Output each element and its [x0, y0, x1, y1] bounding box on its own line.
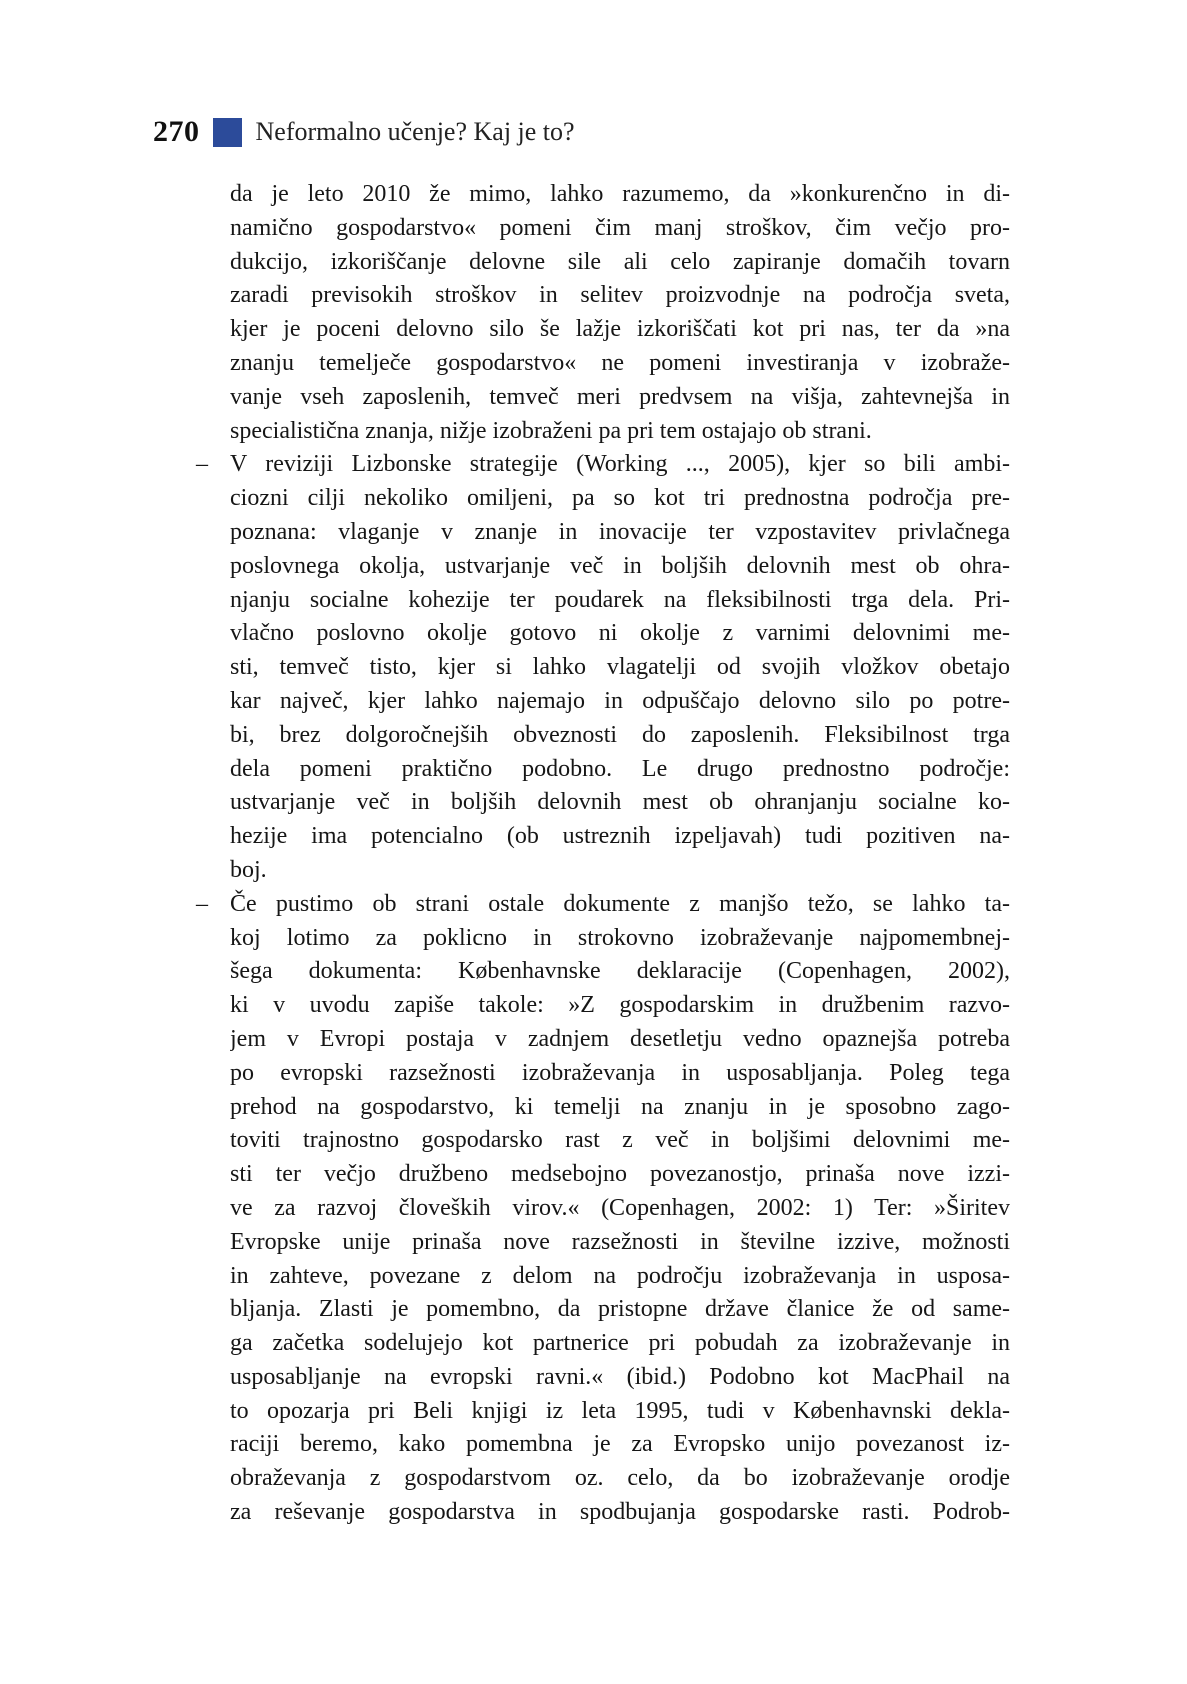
- text-line: poznana: vlaganje v znanje in inovacije ter vzpostavitev privlačnega: [230, 518, 1010, 545]
- text-line: V reviziji Lizbonske strategije (Working ..., 2005), kjer so bili ambi-: [230, 451, 1010, 478]
- text-line: raciji beremo, kako pomembna je za Evropsko unijo povezanost iz-: [230, 1431, 1010, 1458]
- text-line: ciozni cilji nekoliko omiljeni, pa so kot tri prednostna področja pre-: [230, 485, 1010, 512]
- text-line: po evropski razsežnosti izobraževanja in usposabljanja. Poleg tega: [230, 1059, 1010, 1086]
- text-line: specialistična znanja, nižje izobraženi pa pri tem ostajajo ob strani.: [230, 417, 872, 444]
- text-line: namično gospodarstvo« pomeni čim manj stroškov, čim večjo pro-: [230, 214, 1010, 241]
- text-line: vanje vseh zaposlenih, temveč meri predvsem na višja, zahtevnejša in: [230, 383, 1010, 410]
- list-item: [196, 888, 1010, 1530]
- text-line: ustvarjanje več in boljših delovnih mest ob ohranjanju socialne ko-: [230, 789, 1010, 816]
- text-line: njanju socialne kohezije ter poudarek na fleksibilnosti trga dela. Pri-: [230, 586, 1010, 613]
- text-line: kar največ, kjer lahko najemajo in odpuščajo delovno silo po potre-: [230, 687, 1010, 714]
- text-line: sti ter večjo družbeno medsebojno povezanostjo, prinaša nove izzi-: [230, 1161, 1010, 1188]
- text-line: za reševanje gospodarstva in spodbujanja gospodarske rasti. Podrob-: [230, 1499, 1010, 1526]
- chapter-marker-square: [213, 118, 242, 147]
- text-line: usposabljanje na evropski ravni.« (ibid.) Podobno kot MacPhail na: [230, 1363, 1010, 1390]
- list-item: [196, 448, 1010, 887]
- text-line: da je leto 2010 že mimo, lahko razumemo, da »konkurenčno in di-: [230, 181, 1010, 207]
- text-line: kjer je poceni delovno silo še lažje izkoriščati kot pri nas, ter da »na: [230, 316, 1010, 343]
- text-line: boj.: [230, 856, 267, 883]
- text-line: ve za razvoj človeških virov.« (Copenhagen, 2002: 1) Ter: »Širitev: [230, 1194, 1010, 1221]
- text-line: bljanja. Zlasti je pomembno, da pristopne države članice že od same-: [230, 1296, 1010, 1323]
- body-text-block: [196, 178, 1010, 1530]
- text-line: dukcijo, izkoriščanje delovne sile ali celo zapiranje domačih tovarn: [230, 248, 1010, 275]
- text-line: ki v uvodu zapiše takole: »Z gospodarskim in družbenim razvo-: [230, 992, 1010, 1019]
- text-line: to opozarja pri Beli knjigi iz leta 1995, tudi v Københavnski dekla-: [230, 1397, 1010, 1424]
- text-line: zaradi previsokih stroškov in selitev proizvodnje na področja sveta,: [230, 282, 1010, 309]
- text-line: in zahteve, povezane z delom na področju izobraževanja in usposa-: [230, 1262, 1010, 1289]
- paragraph: [230, 178, 1010, 448]
- page-number: 270: [153, 115, 200, 148]
- text-line: jem v Evropi postaja v zadnjem desetletju vedno opaznejša potreba: [230, 1025, 1010, 1052]
- text-line: ga začetka sodelujejo kot partnerice pri pobudah za izobraževanje in: [230, 1330, 1010, 1357]
- text-line: obraževanja z gospodarstvom oz. celo, da bo izobraževanje orodje: [230, 1465, 1010, 1492]
- text-line: Evropske unije prinaša nove razsežnosti in številne izzive, možnosti: [230, 1228, 1010, 1255]
- text-line: Če pustimo ob strani ostale dokumente z manjšo težo, se lahko ta-: [230, 890, 1010, 917]
- running-header: [153, 114, 575, 150]
- text-line: šega dokumenta: Københavnske deklaracije (Copenhagen, 2002),: [230, 958, 1010, 985]
- text-line: toviti trajnostno gospodarsko rast z več in boljšimi delovnimi me-: [230, 1127, 1010, 1154]
- list-dash-marker: –: [196, 890, 208, 917]
- text-line: poslovnega okolja, ustvarjanje več in boljših delovnih mest ob ohra-: [230, 552, 1010, 579]
- text-line: koj lotimo za poklicno in strokovno izobraževanje najpomembnej-: [230, 924, 1010, 951]
- text-line: znanju temelječe gospodarstvo« ne pomeni investiranja v izobraže-: [230, 349, 1010, 376]
- text-line: vlačno poslovno okolje gotovo ni okolje z varnimi delovnimi me-: [230, 620, 1010, 647]
- text-line: hezije ima potencialno (ob ustreznih izpeljavah) tudi pozitiven na-: [230, 823, 1010, 850]
- text-line: bi, brez dolgoročnejših obveznosti do zaposlenih. Fleksibilnost trga: [230, 721, 1010, 748]
- running-header-title: Neformalno učenje? Kaj je to?: [255, 117, 575, 146]
- text-line: sti, temveč tisto, kjer si lahko vlagatelji od svojih vložkov obetajo: [230, 654, 1010, 681]
- text-line: dela pomeni praktično podobno. Le drugo prednostno področje:: [230, 755, 1010, 782]
- text-line: prehod na gospodarstvo, ki temelji na znanju in je sposobno zago-: [230, 1093, 1010, 1120]
- list-dash-marker: –: [196, 451, 208, 478]
